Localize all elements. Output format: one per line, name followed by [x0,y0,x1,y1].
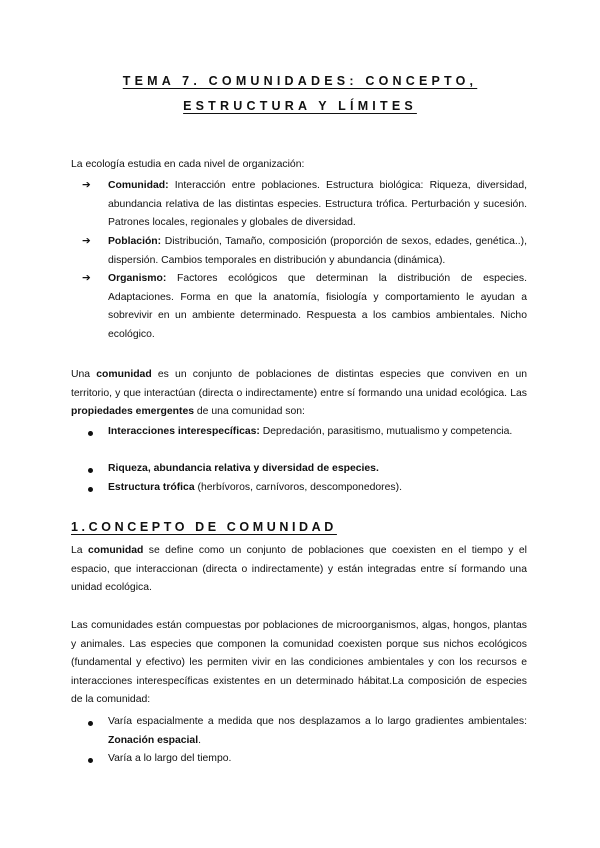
def-mid: es un conjunto de poblaciones de distintas especies que conviven en un territorio, y que interactúan (directa o indirectamente) entre sí formando una unidad ecológica. Las [71,369,528,399]
title-line-2: ESTRUCTURA Y LÍMITES [183,99,417,113]
arrow-icon: ➔ [82,273,91,284]
level-term: Comunidad: [108,180,169,191]
property-item [108,460,527,479]
level-poblacion [108,233,527,270]
level-comunidad [108,177,527,233]
def-term: comunidad [96,369,152,380]
level-text: Interacción entre poblaciones. Estructura biológica: Riqueza, diversidad, abundancia relativa de las distintas especies. Estructura trófica. Perturbación y sucesión. Patrones locales, regionales y globales de diversidad. [108,180,527,229]
property-text: (herbívoros, carnívoros, descomponedores). [194,482,402,493]
community-definition [71,366,527,422]
arrow-icon: ➔ [82,180,91,191]
section1-paragraph-2: Las comunidades están compuestas por poblaciones de microorganismos, algas, hongos, plantas y animales. Las especies que componen la comunidad coexisten porque sus nichos ecológicos (fundamental y efectivo) les permiten vivir en las condiciones ambientales y con los recursos e interacciones interespecíficas existentes en un determinado hábitat.La composición de especies de la comunidad: [71,620,527,706]
property-text: Depredación, parasitismo, mutualismo y competencia. [259,426,513,437]
property-item [108,479,527,498]
section1-paragraph-1 [71,542,527,598]
bullet-icon [88,721,93,726]
bullet-icon [88,468,93,473]
bullet-icon [88,487,93,492]
composition-item [108,713,527,750]
intro-text: La ecología estudia en cada nivel de organización: [71,159,305,170]
property-term: Interacciones interespecíficas: [108,426,260,437]
property-item [108,423,527,442]
composition-pre: Varía espacialmente a medida que nos desplazamos a lo largo gradientes ambientales: [108,716,527,727]
composition-term: Zonación espacial [108,734,199,746]
p1-pre: La [71,545,88,556]
section-heading: 1.CONCEPTO DE COMUNIDAD [71,520,337,534]
level-text: Factores ecológicos que determinan la distribución de especies. Adaptaciones. Forma en que la anatomía, fisiología y comportamiento le ayudan a sobrevivir en un ambiente determinado. Respuesta a los cambios ambientales. Nicho ecológico. [108,273,527,340]
bullet-icon [88,758,93,763]
def-pre: Una [71,369,97,380]
p1-post: se define como un conjunto de poblaciones que coexisten en el tiempo y el espacio, que interaccionan (directa o indirectamente) y están integradas entre sí formando una unidad ecológica. [71,545,527,594]
def-term2: propiedades emergentes [71,406,194,418]
level-term: Población: [108,236,162,247]
composition-pre: Varía a lo largo del tiempo. [108,753,232,764]
p1-term: comunidad [87,545,144,556]
property-term: Riqueza, abundancia relativa y diversidad de especies. [108,463,379,474]
arrow-icon: ➔ [82,236,91,247]
composition-post: . [198,734,201,746]
title-line-1: TEMA 7. COMUNIDADES: CONCEPTO, [122,74,478,88]
def-post: de una comunidad son: [194,406,305,418]
property-term: Estructura trófica [108,482,195,493]
bullet-icon [88,431,93,436]
level-text: Distribución, Tamaño, composición (proporción de sexos, edades, genética..), dispersión. Cambios temporales en distribución y abundancia (dinámica). [108,236,527,266]
composition-item [108,750,527,769]
level-organismo [108,270,527,344]
level-term: Organismo: [108,273,167,284]
